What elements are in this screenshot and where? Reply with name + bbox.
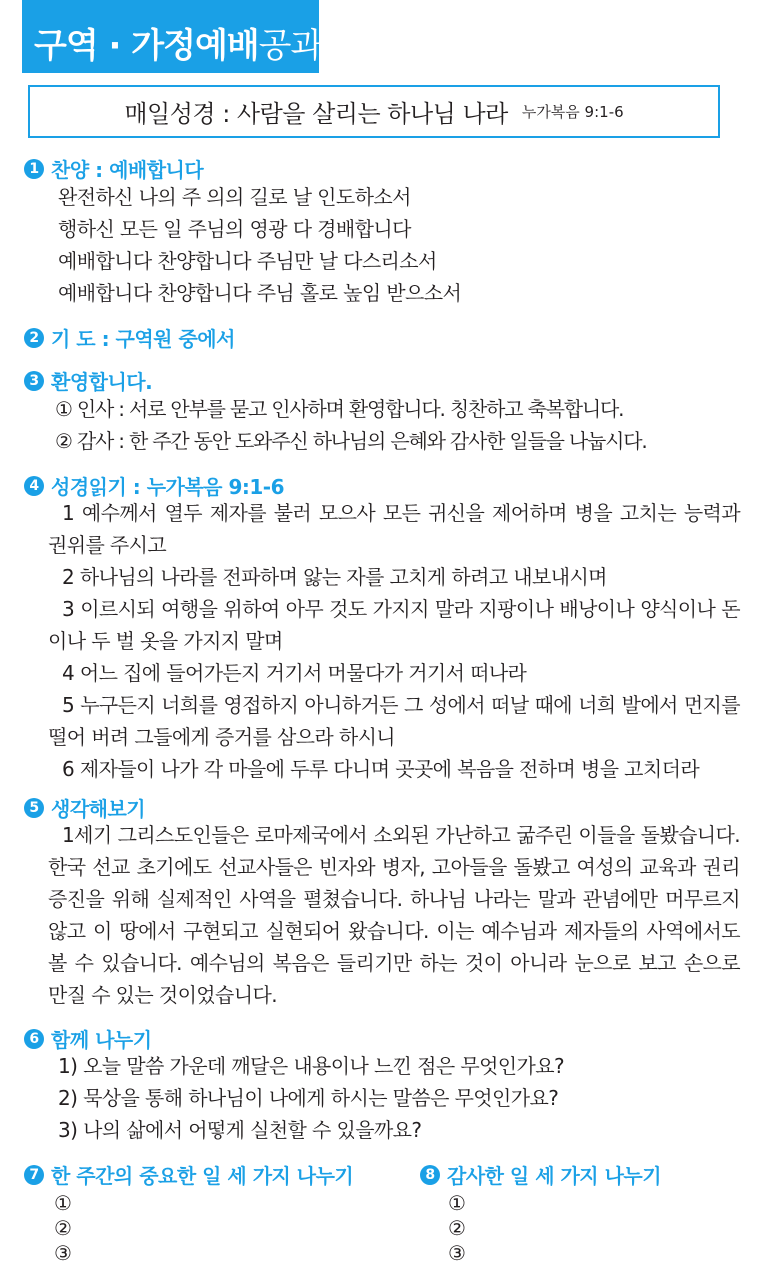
thanks-line: ② 감사 : 한 주간 동안 도와주신 하나님의 은혜와 감사한 일들을 나눕시다. [55, 429, 647, 453]
verse: 3 이르시되 여행을 위하여 아무 것도 가지지 말라 지팡이나 배낭이나 양식이나 돈이나 두 벌 옷을 가지지 말며 [48, 597, 740, 653]
hymn-line: 예배합니다 찬양합니다 주님만 날 다스리소서 [58, 249, 437, 273]
number-badge: 1 [24, 159, 44, 179]
section-title: 환영합니다. [51, 370, 153, 394]
section-title: 성경읽기 : 누가복음 9:1-6 [51, 475, 284, 499]
reflection-paragraph: 1세기 그리스도인들은 로마제국에서 소외된 가난하고 굶주린 이들을 돌봤습니다. 한국 선교 초기에도 선교사들은 빈자와 병자, 고아들을 돌봤고 여성의 교육과 권리 증진을 위해 실제적인 사역을 펼쳤습니다. 하나님 나라는 말과 관념에만 머무르지 않고 이 땅에서 구현되고 실현되어 왔습니다. 이는 예수님과 제자들의 사역에서도 볼 수 있습니다. 예수님의 복음은 들리기만 하는 것이 아니라 눈으로 보고 손으로 만질 수 있는 것이었습니다. [48, 823, 740, 1007]
question-line: 2) 묵상을 통해 하나님이 나에게 하시는 말씀은 무엇인가요? [58, 1086, 559, 1110]
header-title-suffix: 공과 [258, 26, 323, 66]
blank-item: ① [448, 1191, 466, 1215]
section-8-heading [420, 1160, 661, 1189]
section-2-heading [24, 323, 235, 352]
verse: 6 제자들이 나가 각 마을에 두루 다니며 곳곳에 복음을 전하며 병을 고치더라 [62, 757, 700, 781]
number-badge: 4 [24, 476, 44, 496]
verse: 2 하나님의 나라를 전파하며 앓는 자를 고치게 하려고 내보내시며 [62, 565, 607, 589]
section-1-heading [24, 154, 203, 183]
blank-item: ② [448, 1216, 466, 1240]
blank-item: ③ [448, 1241, 466, 1265]
number-badge: 7 [24, 1165, 44, 1185]
scripture-text [48, 497, 740, 785]
section-title: 감사한 일 세 가지 나누기 [447, 1164, 662, 1188]
verse: 5 누구든지 너희를 영접하지 아니하거든 그 성에서 떠날 때에 너희 발에서 먼지를 떨어 버려 그들에게 증거를 삼으라 하시니 [48, 693, 740, 749]
section-4-heading [24, 471, 284, 500]
question-line: 1) 오늘 말씀 가운데 깨달은 내용이나 느낀 점은 무엇인가요? [58, 1054, 564, 1078]
section-title: 기 도 : 구역원 중에서 [51, 327, 235, 351]
number-badge: 2 [24, 328, 44, 348]
blank-item: ② [54, 1216, 72, 1240]
section-title: 찬양 : 예배합니다 [51, 158, 204, 182]
title-box [28, 85, 720, 138]
section-3-heading [24, 366, 152, 395]
hymn-line: 예배합니다 찬양합니다 주님 홀로 높임 받으소서 [58, 281, 462, 305]
scripture-reference: 누가복음 9:1-6 [521, 103, 624, 121]
number-badge: 3 [24, 371, 44, 391]
header-title: 구역 · 가정예배 [34, 26, 259, 66]
page-header [22, 0, 323, 73]
reflection-text [48, 819, 740, 1011]
blank-item: ③ [54, 1241, 72, 1265]
greeting-line: ① 인사 : 서로 안부를 묻고 인사하며 환영합니다. 칭찬하고 축복합니다. [55, 397, 624, 421]
section-title: 함께 나누기 [51, 1028, 152, 1052]
number-badge: 5 [24, 798, 44, 818]
hymn-line: 완전하신 나의 주 의의 길로 날 인도하소서 [58, 185, 411, 209]
number-badge: 8 [420, 1165, 440, 1185]
page-title: 매일성경 : 사람을 살리는 하나님 나라 [124, 100, 508, 128]
number-badge: 6 [24, 1029, 44, 1049]
verse: 4 어느 집에 들어가든지 거기서 머물다가 거기서 떠나라 [62, 661, 527, 685]
verse: 1 예수께서 열두 제자를 불러 모으사 모든 귀신을 제어하며 병을 고치는 능력과 권위를 주시고 [48, 501, 740, 557]
section-5-heading [24, 793, 145, 822]
section-title: 생각해보기 [51, 797, 146, 821]
section-title: 한 주간의 중요한 일 세 가지 나누기 [51, 1164, 354, 1188]
question-line: 3) 나의 삶에서 어떻게 실천할 수 있을까요? [58, 1118, 422, 1142]
section-6-heading [24, 1024, 152, 1053]
hymn-line: 행하신 모든 일 주님의 영광 다 경배합니다 [58, 217, 411, 241]
blank-item: ① [54, 1191, 72, 1215]
section-7-heading [24, 1160, 353, 1189]
